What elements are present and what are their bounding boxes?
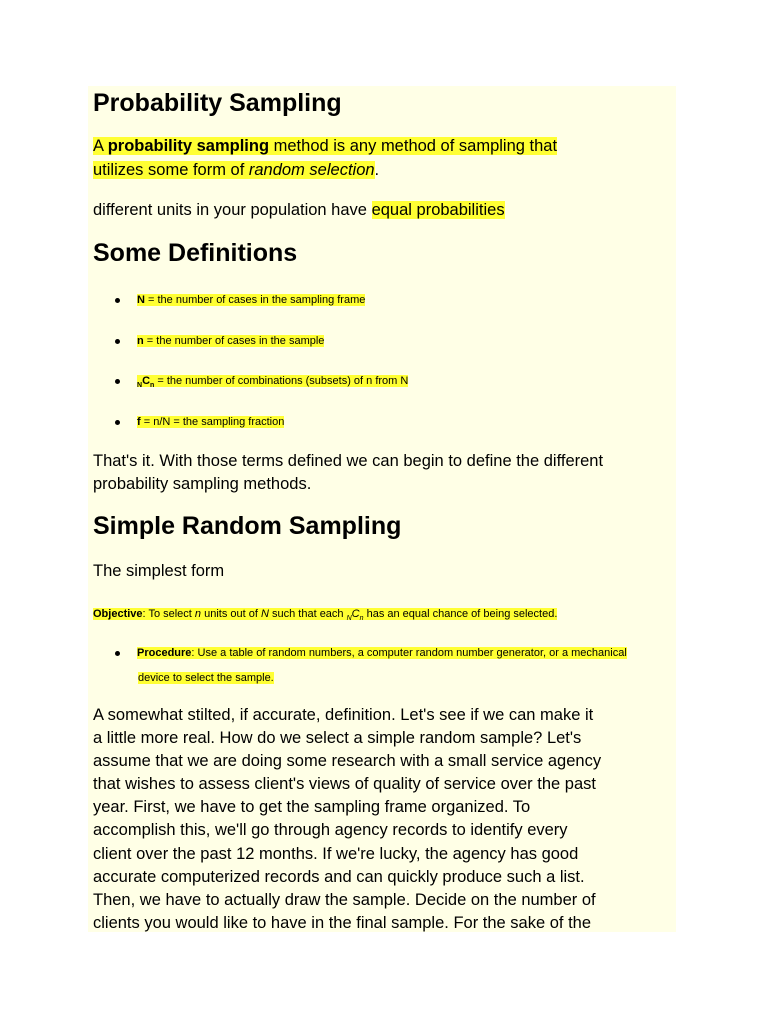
intro-line-1: A probability sampling method is any method of sampling that [93,137,558,155]
bullet-icon [115,420,120,425]
body-line: accurate computerized records and can quickly produce such a list. [93,868,585,886]
bullet-icon [115,339,120,344]
heading-simple-random-sampling: Simple Random Sampling [93,512,402,540]
intro-line-2: utilizes some form of random selection. [93,161,380,179]
body-line: assume that we are doing some research with a small service agency [93,752,602,770]
body-line: A somewhat stilted, if accurate, definition. Let's see if we can make it [93,706,594,724]
definition-item: n = the number of cases in the sample [115,332,324,350]
objective: Objective: To select n units out of N such that each $_NC_n$ has an equal chance of being selected. [93,608,558,623]
bullet-icon [115,379,120,384]
document-page [88,86,676,932]
thats-it-line-1: That's it. With those terms defined we can begin to define the different [93,452,604,470]
body-line: that wishes to assess client's views of quality of service over the past [93,775,596,793]
body-line: accomplish this, we'll go through agency records to identify every [93,821,568,839]
bullet-icon [115,651,120,656]
heading-probability-sampling: Probability Sampling [93,89,342,117]
bullet-icon [115,298,120,303]
body-line: Then, we have to actually draw the sample. Decide on the number of [93,891,596,909]
thats-it-line-2: probability sampling methods. [93,475,312,493]
procedure-continuation: device to select the sample. [138,672,274,684]
body-line: a little more real. How do we select a simple random sample? Let's [93,729,582,747]
body-line: client over the past 12 months. If we're lucky, the agency has good [93,845,579,863]
body-line: clients you would like to have in the final sample. For the sake of the [93,914,592,932]
body-line: year. First, we have to get the sampling frame organized. To [93,798,531,816]
procedure-item: Procedure: Use a table of random numbers, a computer random number generator, or a mechanical [115,644,627,662]
units-line: different units in your population have equal probabilities [93,201,505,219]
definition-item: $_NC_n$ = the number of combinations (subsets) of n from N [115,372,408,395]
definition-item: N = the number of cases in the sampling frame [115,291,365,309]
definition-item: f = n/N = the sampling fraction [115,413,284,431]
simplest-form: The simplest form [93,562,225,580]
heading-some-definitions: Some Definitions [93,239,298,267]
